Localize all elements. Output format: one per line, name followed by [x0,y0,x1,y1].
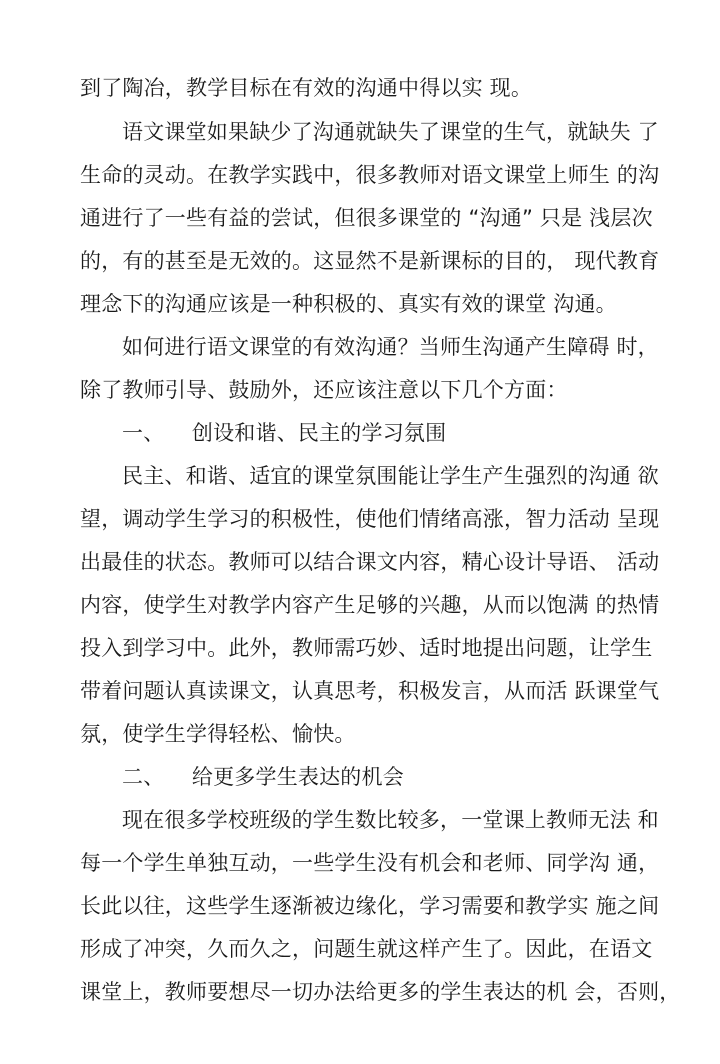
text-line-12: 出最佳的状态。教师可以结合课文内容，精心设计导语、 活动 [80,550,660,574]
text-line-11: 望，调动学生学习的积极性，使他们情绪高涨，智力活动 呈现 [80,507,660,531]
text-line-1: 到了陶冶，教学目标在有效的沟通中得以实 现。 [80,76,533,100]
text-line-19: 每一个学生单独互动，一些学生没有机会和老师、同学沟 通， [80,851,660,875]
text-line-2: 语文课堂如果缺少了沟通就缺失了课堂的生气，就缺失 了 [122,120,659,144]
text-line-20: 长此以往，这些学生逐渐被边缘化，学习需要和教学实 施之间 [80,894,660,918]
text-line-7: 如何进行语文课堂的有效沟通？当师生沟通产生障碍 时， [122,335,659,359]
text-line-16: 氛，使学生学得轻松、愉快。 [80,722,356,746]
section-heading-1: 一、 创设和谐、民主的学习氛围 [122,421,447,445]
text-line-15: 带着问题认真读课文，认真思考，积极发言，从而活 跃课堂气 [80,679,660,703]
text-line-18: 现在很多学校班级的学生数比较多，一堂课上教师无法 和 [122,808,659,832]
text-line-21: 形成了冲突，久而久之，问题生就这样产生了。因此，在语文 [80,937,653,961]
text-line-4: 通进行了一些有益的尝试，但很多课堂的 “沟通” 只是 浅层次 [80,206,653,230]
section-heading-2: 二、 给更多学生表达的机会 [122,765,404,789]
text-line-22: 课堂上，教师要想尽一切办法给更多的学生表达的机 会，否则， [80,980,681,1004]
text-line-10: 民主、和谐、适宜的课堂氛围能让学生产生强烈的沟通 欲 [122,464,659,488]
text-line-13: 内容，使学生对教学内容产生足够的兴趣，从而以饱满 的热情 [80,593,660,617]
text-line-5: 的，有的甚至是无效的。这显然不是新课标的目的， 现代教育 [80,249,660,273]
text-line-6: 理念下的沟通应该是一种积极的、真实有效的课堂 沟通。 [80,292,617,316]
text-line-8: 除了教师引导、鼓励外，还应该注意以下几个方面： [80,378,568,402]
text-line-14: 投入到学习中。此外，教师需巧妙、适时地提出问题，让学生 [80,636,653,660]
text-line-3: 生命的灵动。在教学实践中，很多教师对语文课堂上师生 的沟 [80,163,660,187]
